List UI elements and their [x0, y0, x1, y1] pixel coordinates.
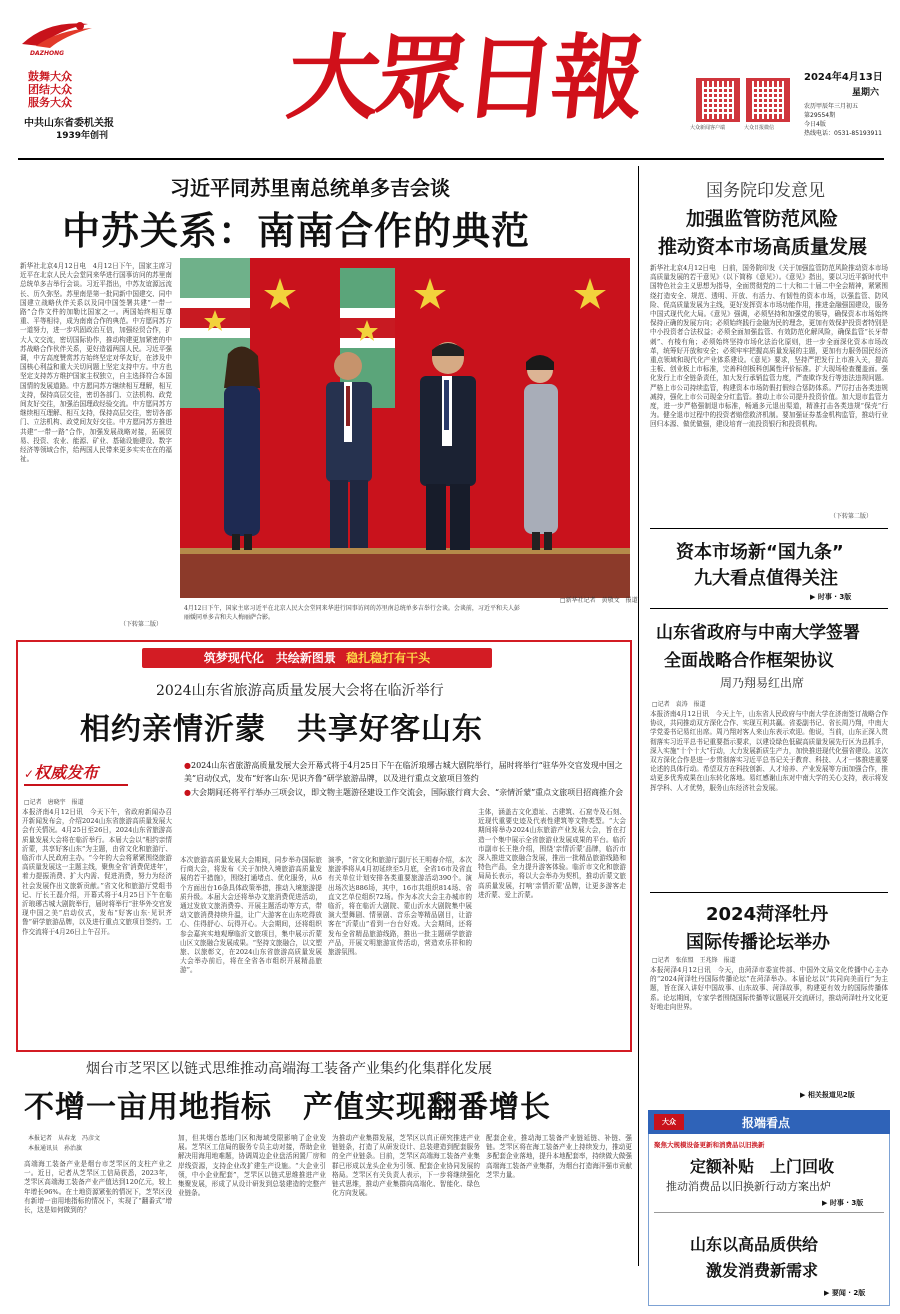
bullet-icon: ● [184, 788, 191, 798]
feature-bullets [184, 760, 624, 800]
side3-headline-2: 国际传播论坛举办 [686, 932, 830, 953]
bullet-text: 大会期间还将平行举办三项会议，即文物主题游径建设工作交流会，国际旅行商大会、“亲情沂蒙”重点文旅项目招商推介会 [190, 788, 624, 798]
authority-badge [24, 760, 128, 784]
feature-kicker: 2024山东省旅游高质量发展大会将在临沂举行 [156, 683, 444, 699]
issue-meta [804, 102, 882, 138]
divider [650, 892, 888, 893]
lunar-date: 农历甲辰年三月初五 [804, 103, 859, 110]
side2-sub: 周乃翔易红出席 [720, 676, 805, 690]
right-kicker: 国务院印发意见 [706, 181, 825, 201]
highlight1-link-text[interactable]: 时事 · 3版 [829, 1199, 864, 1207]
feature-col-3: 演季，“省文化和旅游厅副厅长王明春介绍，本次旅游季将从4月初延续至5月底，全省16市及省直有关单位计划安排各类重要旅游活动390个。演出场次达886场，其中，16市共组织814场、省直文艺单位组织72场。作为本次大会主办城市的临沂，将在临沂大剧院、蒙山沂水大剧院集中展演大型舞剧、情景剧、音乐会等精品剧目，让游客在“沂蒙山”看到一台台好戏。大会期间，还将发布全省精品旅游线路，推出一批主题研学旅游产品，开展文明旅游宣传活动，营造欢乐祥和的旅游氛围。 [328, 856, 472, 957]
lead-photo[interactable] [180, 258, 630, 598]
bottom-col-3: 为推动产业集群发展，芝罘区以真正研究推进产业链链条，打造了从研发设计、总装建造到配套服务的全产业链条。目前，芝罘区高端海工装备产业集群已形成以龙头企业为引领、配套企业协同发展的格局。芝罘区有关负责人表示，下一步将继续强化链式思维，推动产业集群向高端化、智能化、绿色化方向发展。 [332, 1134, 480, 1198]
highlight1-link[interactable]: ▶ 时事 · 3版 [822, 1199, 864, 1207]
issue-date-block [804, 68, 894, 98]
bottom-headline: 不增一亩用地指标 产值实现翻番增长 [24, 1090, 551, 1125]
hotline: 热线电话：0531-85193911 [804, 130, 882, 137]
founded: 1939年创刊 [56, 131, 109, 141]
lead-body: 新华社北京4月12日电 4月12日下午，国家主席习近平在北京人民大会堂同来华进行国事访问的苏里南总统单多吉举行会谈。习近平指出，中苏友谊源远流长、历久弥坚。苏里南是第一批同新中国建交、同中国建立战略伙伴关系以及同中国签署共建“一带一路”合作文件的加勒比国家之一。两国始终相互尊重、平等相待，成为南南合作的典范。中方愿同苏方一道努力，进一步巩固政治互信，加强经贸合作，扩大人文交流，密切国际协作，推动构建更加紧密的中苏战略合作伙伴关系，更好造福两国人民。习近平强调，中方高度赞赏苏方始终坚定对华友好，在涉及中国核心利益和重大关切问题上坚定支持中方。中方也坚定支持苏方维护国家主权独立，自主选择符合本国国情的发展道路。中方愿同苏方继续相互理解，相互支持，保持高层交往，密切各部门、立法机构、政党间友好交往，加强治国理政经验交流。中方愿同苏方继续相互理解、相互支持，保持高层交往，密切各部门、立法机构、政党间友好交往。中方愿同苏方推进共建“一带一路”合作，加强发展战略对接，拓展贸易、投资、农业、能源、矿业、基础设施建设、数字经济等领域合作，给两国人民带来更多实实在在的福祉。 [20, 262, 172, 464]
bottom-reporters [28, 1134, 148, 1154]
lead-headline: 中苏关系：南南合作的典范 [62, 209, 531, 253]
badge-underline [24, 784, 128, 786]
right-more: （下转第二版） [830, 513, 873, 520]
highlights-tag: 聚焦大规模设备更新和消费品以旧换新 [654, 1141, 765, 1149]
side3-body: 本报菏泽4月12日讯 今天，由菏泽市委宣传部、中国外文局文化传播中心主办的“2024菏泽牡丹国际传播论坛”在菏泽举办。本届论坛以“共同向美而行”为主题，旨在深入讲好中国故事、山东故事、菏泽故事，构建更有效力的国际传播体系。论坛期间，专家学者围绕国际传播等议题展开交流研讨，推动菏泽牡丹文化更好地走向世界。 [650, 966, 888, 1011]
side2-headline-1: 山东省政府与中南大学签署 [656, 623, 860, 643]
qr-code-wechat[interactable] [746, 78, 790, 122]
feature-bullet-1 [184, 760, 624, 785]
qr2-label: 大众日报微信 [744, 125, 775, 131]
photo-credit: □新华社记者 黄敬文 报道 [560, 597, 638, 604]
bottom-col-2: 加，但其烟台基地门区和海域受限影响了企业发展。芝罘区工信局的服务专员主动对接，帮助企业解决用海用地难题，协调周边企业盘活闲置厂房和岸线资源，支持企业改扩建生产设施。“大企业引领，中小企业配套”，芝罘区以链式思维推进产业集聚发展，形成了从设计研发到总装建造的完整产业链条。 [178, 1134, 326, 1198]
banner-right: 稳扎稳打有干头 [346, 651, 431, 665]
slogan-2: 团结大众 [28, 83, 72, 96]
right-headline-2: 推动资本市场高质量发展 [658, 236, 868, 258]
photo-caption: 4月12日下午，国家主席习近平在北京人民大会堂同来华进行国事访问的苏里南总统单多吉举行会谈。会谈前，习近平和夫人彭丽媛同单多吉和夫人梅丽萨合影。 [184, 605, 520, 621]
side1-link-text[interactable]: 时事 · 3版 [817, 593, 852, 601]
divider [650, 608, 888, 609]
masthead-title: 大眾日報 [282, 24, 646, 132]
bottom-kicker: 烟台市芝罘区以链式思维推动高端海工装备产业集约化集群化发展 [86, 1061, 492, 1077]
feature-bullet-2 [184, 787, 624, 800]
paper-badge-icon: 大众 [654, 1114, 684, 1130]
feature-banner [142, 648, 492, 668]
bottom-col-1: 高端海工装备产业是烟台市芝罘区的支柱产业之一。近日，记者从芝罘区工信局获悉，2023年，芝罘区高端海工装备产业产值达到120亿元，较上年增长96%。在土地资源紧张的情况下，芝罘区没有新增一亩用地指标的情况下，实现了“翻番式”增长，这是如何做到的？ [24, 1160, 172, 1215]
lead-more: （下转第二版） [120, 621, 163, 628]
feature-reporter: □记者 唐晓宇 报道 [24, 799, 84, 806]
bullet-icon: ● [184, 761, 191, 770]
column-divider [638, 166, 639, 1266]
feature-col-1: 本报济南4月12日讯 今天下午，省政府新闻办召开新闻发布会，介绍2024山东省旅游高质量发展大会有关情况。4月25日至26日，2024山东省旅游高质量发展大会将在临沂举行。本届大会以“相约亲情沂蒙，共享好客山东”为主题，由省文化和旅游厅、临沂市人民政府主办。“今年的大会将紧紧围绕旅游高质量发展这一主题主线，聚焦全省‘消费促进年’，着力提振消费、扩大内需、促进消费，努力为经济社会发展作出文旅新贡献。”省文化和旅游厅党组书记、厅长王磊介绍，开幕式将于4月25日下午在临沂琅琊古城大剧院举行，届时将举行“驻华外交官发现中国之美”启动仪式，发布“好客山东·见识齐鲁”研学旅游品牌，以及进行重点文旅项目签约。工作交流将于4月26日上午召开。 [22, 808, 172, 936]
weekday: 星期六 [852, 88, 880, 98]
publisher: 中共山东省委机关报 [24, 118, 114, 129]
badge-text: 权威发布 [34, 763, 99, 782]
highlight2-headline-2[interactable]: 激发消费新需求 [706, 1261, 819, 1280]
badge-mark-icon: ✓ [24, 767, 35, 781]
side2-headline-2: 全面战略合作框架协议 [664, 651, 834, 671]
side1-headline-1: 资本市场新“国九条” [676, 542, 844, 563]
highlight1-sub: 推动消费品以旧换新行动方案出炉 [666, 1180, 831, 1193]
bullet-text: 2024山东省旅游高质量发展大会开幕式将于4月25日下午在临沂琅琊古城大剧院举行，届时将举行“驻华外交官发现中国之美”启动仪式，发布“好客山东·见识齐鲁”研学旅游品牌，以及进行重点文旅项目签约 [184, 761, 623, 783]
highlights-title: 报端看点 [742, 1116, 791, 1130]
issue-date: 2024年4月13日 [804, 72, 883, 83]
slogan-3: 服务大众 [28, 96, 72, 109]
slogan-1: 鼓舞大众 [28, 70, 72, 83]
brand-latin: DAZHONG [30, 50, 65, 57]
highlight1-headline[interactable]: 定额补贴 上门回收 [690, 1157, 835, 1176]
side3-link[interactable]: ▶ 相关报道见2版 [800, 1091, 855, 1099]
right-body: 新华社北京4月12日电 日前，国务院印发《关于加强监管防范风险推动资本市场高质量发展的若干意见》（以下简称《意见》）。《意见》指出，要以习近平新时代中国特色社会主义思想为指导，全面贯彻党的二十大和二十届二中全会精神，紧紧围绕打造安全、规范、透明、开放、有活力、有韧性的资本市场，以强监管、防风险、促高质量发展为主线，更好发挥资本市场功能作用，推进金融强国建设，服务中国式现代化大局。《意见》强调，必须坚持和加强党的领导，确保资本市场始终保持正确的发展方向；必须始终践行金融为民的理念，更加有效保护投资者特别是中小投资者合法权益；必须全面加强监管、有效防范化解风险，确保监管“长牙带刺”、有棱有角；必须始终坚持市场化法治化原则，进一步全面深化资本市场改革，统筹好开放和安全；必须牢牢把握高质量发展的主题，更加有力服务国民经济重点领域和现代化产业体系建设。《意见》要求，坚持严把发行上市准入关，提高主板、创业板上市标准，完善科创板科创属性评价标准。扩大现场检查覆盖面。强化发行上市全链条责任，加大发行承销监管力度，严查欺诈发行等违法违规问题。严格上市公司持续监管，构建资本市场防假打假综合惩防体系。严厉打击各类违规减持，强化上市公司现金分红监管。推动上市公司提升投资价值。加大退市监管力度，进一步严格强制退市标准，畅通多元退出渠道，精准打击各类违规“保壳”行为。健全退市过程中的投资者赔偿救济机制。要加强证券基金机构监管，推动行业回归本源、做优做强，建设培育一流投资银行和投资机构。 [650, 264, 888, 429]
banner-left: 筑梦现代化 共绘新图景 [203, 651, 336, 665]
side2-reporter: □记者 袁涛 报道 [652, 701, 706, 708]
reporter-line: 本报记者 从春龙 冯彦文 [28, 1135, 101, 1142]
feature-col-2: 本次旅游高质量发展大会期间，同步举办国际旅行商大会，将发布《关于加快入境旅游高质量发展的若干措施》，围绕打通堵点、优化服务，从6个方面出台16条具体政策举措，推动入境旅游提质升级。本届大会还将举办文旅消费促进活动，通过发放文旅消费券、开展主题活动等方式，带动文旅消费持续升温，让广大游客在山东吃得放心、住得舒心、玩得开心。大会期间，还将组织参会嘉宾实地观摩临沂文旅项目，集中展示沂蒙山区文旅融合发展成果。“坚持文旅融合，以文塑旅、以旅彰文，在2024山东省旅游高质量发展大会举办前后，将在全省各市组织开展精品旅游”。 [180, 856, 322, 975]
issue-number: 第29554期 [804, 112, 836, 119]
side3-link-text[interactable]: 相关报道见2版 [807, 1091, 855, 1099]
side3-reporter: □记者 张依盟 王兆锋 报道 [652, 957, 736, 964]
slogan-block [28, 70, 72, 109]
newspaper-logo [18, 16, 138, 52]
lead-kicker: 习近平同苏里南总统单多吉会谈 [170, 176, 450, 200]
feature-headline: 相约亲情沂蒙 共享好客山东 [80, 712, 483, 747]
highlight2-headline-1[interactable]: 山东以高品质供给 [690, 1235, 819, 1254]
side1-link[interactable]: ▶ 时事 · 3版 [810, 593, 852, 601]
divider [650, 528, 888, 529]
side3-headline-1: 2024菏泽牡丹 [706, 904, 829, 925]
side2-body: 本报济南4月12日讯 今天上午，山东省人民政府与中南大学在济南签订战略合作协议，共同推动双方深化合作、实现互利共赢。省委副书记、省长周乃翔，中南大学党委书记易红出席。周乃翔对客人来山东表示欢迎。他说，当前，山东正深入贯彻落实习近平总书记重要指示要求，以建设绿色低碳高质量发展先行区为总抓手，深入实施“十个十大”行动，大力发展新质生产力，加快推进现代化强省建设。这次双方深化合作是进一步贯彻落实习近平总书记关于教育、科技、人才一体推进重要论述的具体行动。希望双方在科技创新、人才培养、产业发展等方面加强合作，推动更多优秀成果在山东转化落地。易红感谢山东对中南大学的关心支持，表示将发挥学科、人才优势，服务山东经济社会发展。 [650, 710, 888, 792]
reporter-line: 本报通讯员 孙治旗 [28, 1145, 83, 1152]
qr1-label: 大众新闻客户端 [690, 125, 726, 131]
right-headline-1: 加强监管防范风险 [686, 208, 839, 230]
qr-code-app[interactable] [696, 78, 740, 122]
bottom-col-4: 配套企业，推动海工装备产业链延链、补链、强链。芝罘区将在海工装备产业上持续发力，推动更多配套企业落地，提升本地配套率，持续做大做强高端海工装备产业集群，为烟台打造海洋强市贡献芝罘力量。 [486, 1134, 632, 1179]
feature-col-4: 主体，涵盖古文化遗址、古建筑、石窟寺及石刻、近现代重要史迹及代表性建筑等文物类型。“大会期间将举办2024山东旅游产业发展大会，旨在打造一个集中展示全省旅游业发展成果的平台。临沂市副市长王艳介绍，围绕‘亲情沂蒙’品牌，临沂市深入推进文旅融合发展，推出一批精品旅游线路和特色产品，全力提升游客体验。临沂市文化和旅游局局长表示，将以大会举办为契机，推动沂蒙文旅高质量发展，打响‘亲情沂蒙’品牌，让更多游客走进沂蒙、爱上沂蒙。 [478, 808, 626, 899]
side1-headline-2: 九大看点值得关注 [694, 568, 838, 589]
masthead-rule [18, 158, 884, 160]
divider [654, 1212, 884, 1213]
page-count: 今日4版 [804, 121, 826, 128]
highlight2-link[interactable]: ▶ 要闻 · 2版 [824, 1289, 866, 1297]
highlight2-link-text[interactable]: 要闻 · 2版 [831, 1289, 866, 1297]
